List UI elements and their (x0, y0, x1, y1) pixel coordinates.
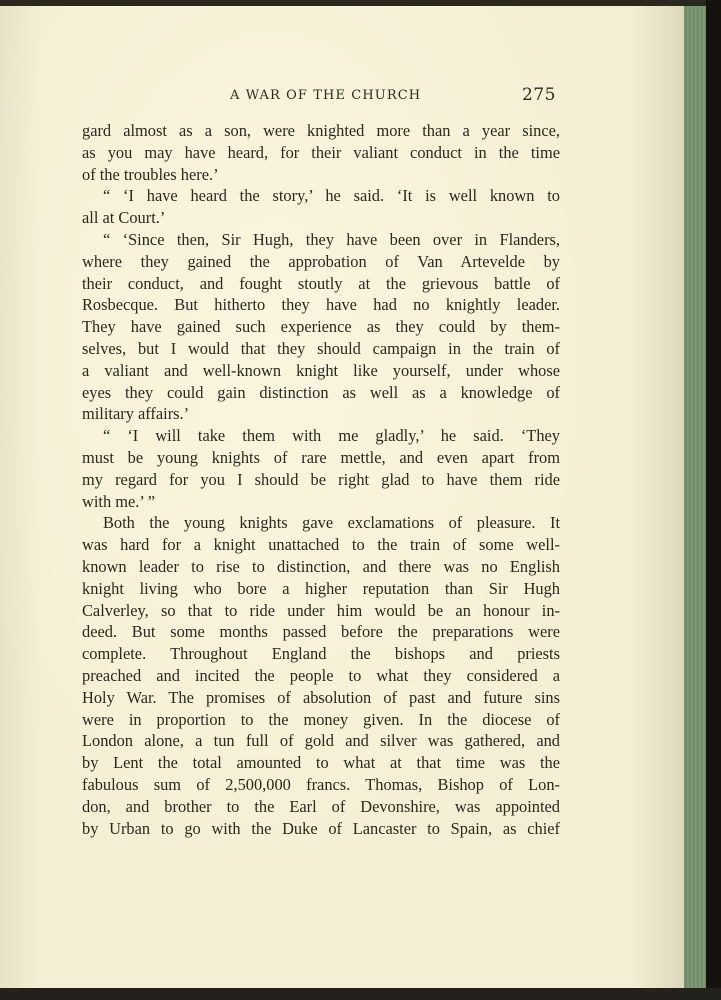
text-line: all at Court.’ (82, 208, 166, 228)
text-line: knight living who bore a higher reputation than Sir Hugh (82, 578, 560, 598)
text-line: a valiant and well-known knight like yourself, under whose (82, 360, 560, 380)
text-line: Calverley, so that to ride under him would be an honour in- (82, 600, 560, 620)
text-line: Rosbecque. But hitherto they have had no knightly leader. (82, 295, 560, 315)
text-line: was hard for a knight unattached to the train of some well- (82, 535, 560, 555)
book-cover-edge (706, 0, 721, 1000)
text-line: don, and brother to the Earl of Devonshire, was appointed (82, 796, 560, 816)
text-line: by Lent the total amounted to what at that time was the (82, 753, 560, 773)
text-line: eyes they could gain distinction as well as a knowledge of (82, 382, 560, 402)
text-line: “ ‘I will take them with me gladly,’ he said. ‘They (103, 426, 560, 446)
text-line: fabulous sum of 2,500,000 francs. Thomas, Bishop of Lon- (82, 774, 560, 794)
text-line: preached and incited the people to what they considered a (82, 665, 560, 685)
page-number: 275 (522, 85, 556, 105)
text-line: Holy War. The promises of absolution of past and future sins (82, 687, 560, 707)
running-head-title: A WAR OF THE CHURCH (230, 88, 422, 103)
text-line: where they gained the approbation of Van Artevelde by (82, 251, 560, 271)
text-line: “ ‘Since then, Sir Hugh, they have been over in Flanders, (103, 229, 560, 249)
text-line: “ ‘I have heard the story,’ he said. ‘It is well known to (103, 186, 560, 206)
running-head (82, 86, 560, 108)
page-fore-edge (684, 6, 706, 988)
text-line: known leader to rise to distinction, and there was no English (82, 556, 560, 576)
text-line: were in proportion to the money given. In the diocese of (82, 709, 560, 729)
text-line: my regard for you I should be right glad to have them ride (82, 469, 560, 489)
text-line: by Urban to go with the Duke of Lancaster to Spain, as chief (82, 818, 560, 838)
book-bottom-edge (0, 988, 721, 1000)
text-line: selves, but I would that they should campaign in the train of (82, 338, 560, 358)
text-line: London alone, a tun full of gold and silver was gathered, and (82, 731, 560, 751)
body-text (82, 120, 560, 839)
text-line: military affairs.’ (82, 404, 190, 424)
text-line: as you may have heard, for their valiant conduct in the time (82, 142, 560, 162)
text-line: of the troubles here.’ (82, 164, 219, 184)
text-line: their conduct, and fought stoutly at the grievous battle of (82, 273, 560, 293)
text-line: complete. Throughout England the bishops and priests (82, 644, 560, 664)
text-line: with me.’ ” (82, 491, 155, 511)
text-line: Both the young knights gave exclamations of pleasure. It (103, 513, 560, 533)
text-line: deed. But some months passed before the preparations were (82, 622, 560, 642)
text-line: must be young knights of rare mettle, and even apart from (82, 447, 560, 467)
text-line: gard almost as a son, were knighted more than a year since, (82, 121, 560, 140)
text-line: They have gained such experience as they could by them- (82, 317, 560, 337)
